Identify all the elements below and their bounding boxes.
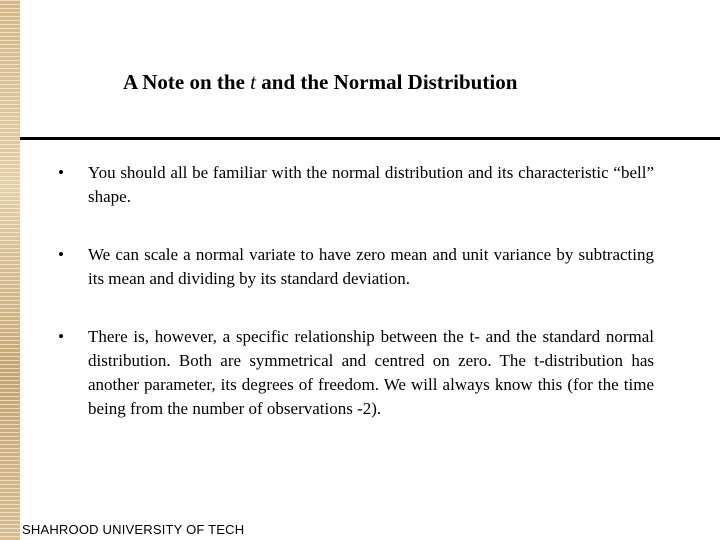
bullet-text: You should all be familiar with the normal distribution and its characteristic “bell” shape. [88,163,654,206]
slide-title [20,70,720,95]
bullet-dot: • [58,327,64,346]
bullet-item [58,325,654,421]
title-text-end: and the Normal Distribution [256,70,518,94]
bullet-text: We can scale a normal variate to have zero mean and unit variance by subtracting its mean and dividing by its standard deviation. [88,245,654,288]
bullet-text: There is, however, a specific relationship between the t- and the standard normal distribution. Both are symmetrical and centred on zero. The t-distribution has another parameter, its degrees of freedom. We will always know this (for the time being from the number of observations -2). [88,327,654,418]
title-text-start: A Note on the [123,70,251,94]
bullet-item [58,243,654,291]
decorative-side-stripe [0,0,20,540]
bullet-dot: • [58,163,64,182]
footer-institution: SHAHROOD UNIVERSITY OF TECH [22,522,245,537]
bullet-dot: • [58,245,64,264]
title-italic-t: t [250,70,257,94]
bullet-list [58,161,654,421]
bullet-item [58,161,654,209]
title-divider [20,137,720,140]
